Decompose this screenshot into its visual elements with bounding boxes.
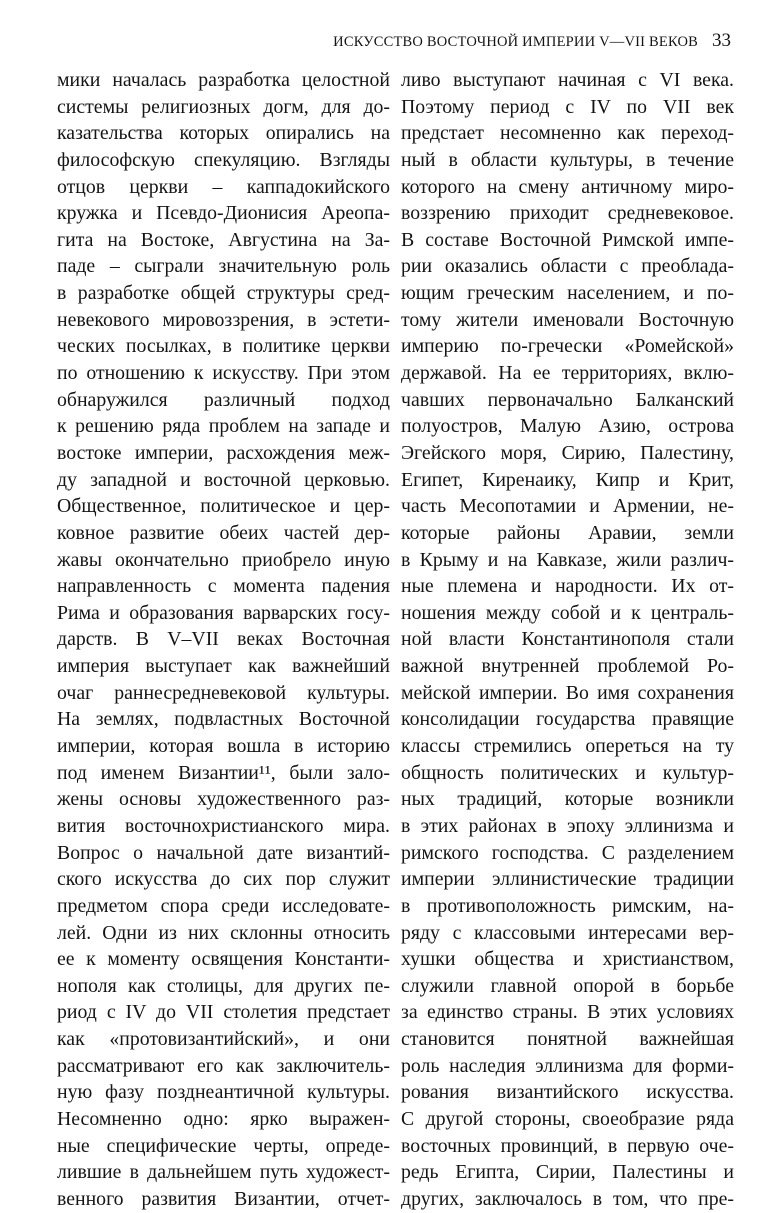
text-line: На землях, подвластных Восточной (57, 708, 390, 731)
text-line: других, заключалось в том, что пре- (401, 1187, 734, 1210)
page-number: 33 (712, 30, 731, 51)
text-line: империи, которая вошла в историю (57, 735, 390, 758)
text-line: системы религиозных догм, для до- (57, 95, 390, 118)
text-line: ные племена и народности. Их от- (401, 575, 734, 598)
text-line: важной внутренней проблемой Ро- (401, 655, 734, 678)
text-line: служили главной опорой в борьбе (401, 974, 734, 997)
text-line: ющим греческим населением, и по- (401, 282, 734, 305)
text-line: ливо выступают начиная с VI века. (401, 69, 734, 91)
text-line: ряду с классовыми интересами вер- (401, 921, 734, 944)
text-line: к решению ряда проблем на западе и (57, 415, 390, 438)
text-line: за единство страны. В этих условиях (401, 1001, 734, 1024)
text-line: в этих районах в эпоху эллинизма и (401, 814, 734, 837)
text-line: воззрению приходит средневековое. (401, 202, 734, 225)
text-line: вития восточнохристианского мира. (57, 814, 390, 837)
text-line: ную фазу позднеантичной культуры. (57, 1081, 390, 1104)
text-line: ковное развитие обеих частей дер- (57, 521, 390, 544)
text-line: полуостров, Малую Азию, острова (401, 415, 734, 438)
running-title: ИСКУССТВО ВОСТОЧНОЙ ИМПЕРИИ V—VII ВЕКОВ (333, 34, 698, 50)
text-line: очаг раннесредневековой культуры. (57, 681, 390, 704)
text-line: в Крыму и на Кавказе, жили различ- (401, 548, 734, 571)
text-line: риод с IV до VII столетия предстает (57, 1001, 390, 1024)
text-line: как «протовизантийский», и они (57, 1028, 390, 1051)
text-line: невекового мировоззрения, в эстети- (57, 308, 390, 331)
text-line: востоке империи, расхождения меж- (57, 441, 390, 464)
text-line: нополя как столицы, для других пе- (57, 974, 390, 997)
text-line: которые районы Аравии, земли (401, 521, 734, 544)
text-line: империи эллинистические традиции (401, 868, 734, 891)
right-text-column (401, 67, 734, 1213)
text-line: рассматривают его как заключитель- (57, 1054, 390, 1077)
text-line: которого на смену античному миро- (401, 175, 734, 198)
text-line: Общественное, политическое и цер- (57, 495, 390, 518)
text-line: в противоположность римским, на- (401, 894, 734, 917)
text-line: ского искусства до сих пор служит (57, 868, 390, 891)
text-line: консолидации государства правящие (401, 708, 734, 731)
text-line: хушки общества и христианством, (401, 948, 734, 971)
text-line: классы стремились опереться на ту (401, 735, 734, 758)
text-line: направленность с момента падения (57, 575, 390, 598)
text-line: роль наследия эллинизма для форми- (401, 1054, 734, 1077)
text-line: лившие в дальнейшем путь художест- (57, 1161, 390, 1184)
text-line: римского господства. С разделением (401, 841, 734, 864)
text-line: дарств. В V–VII веках Восточная (57, 628, 390, 651)
text-line: жены основы художественного раз- (57, 788, 390, 811)
text-line: часть Месопотамии и Армении, не- (401, 495, 734, 518)
text-line: державой. На ее территориях, вклю- (401, 362, 734, 385)
text-line: ной власти Константинополя стали (401, 628, 734, 651)
text-line: ческих посылках, в политике церкви (57, 335, 390, 358)
text-line: кружка и Псевдо-Дионисия Ареопа- (57, 202, 390, 225)
text-line: В составе Восточной Римской импе- (401, 228, 734, 251)
text-line: чавших первоначально Балканский (401, 388, 734, 411)
text-line: ный в области культуры, в течение (401, 148, 734, 171)
text-line: редь Египта, Сирии, Палестины и (401, 1161, 734, 1184)
text-line: Эгейского моря, Сирию, Палестину, (401, 441, 734, 464)
text-line: рии оказались области с преоблада- (401, 255, 734, 278)
text-line: предметом спора среди исследовате- (57, 894, 390, 917)
text-line: паде – сыграли значительную роль (57, 255, 390, 278)
text-line: венного развития Византии, отчет- (57, 1187, 390, 1210)
text-line: гита на Востоке, Августина на За- (57, 228, 390, 251)
left-text-column (57, 67, 390, 1213)
text-line: становится понятной важнейшая (401, 1028, 734, 1051)
text-line: мики началась разработка целостной (57, 69, 390, 91)
text-line: лей. Одни из них склонны относить (57, 921, 390, 944)
text-line: жавы окончательно приобрело иную (57, 548, 390, 571)
text-line: общность политических и культур- (401, 761, 734, 784)
text-line: империю по-гречески «Ромейской» (401, 335, 734, 358)
text-line: ношения между собой и к централь- (401, 601, 734, 624)
text-line: по отношению к искусству. При этом (57, 362, 390, 385)
text-line: отцов церкви – каппадокийского (57, 175, 390, 198)
text-line: тому жители именовали Восточную (401, 308, 734, 331)
text-line: ду западной и восточной церковью. (57, 468, 390, 491)
text-line: казательства которых опирались на (57, 122, 390, 145)
text-line: философскую спекуляцию. Взгляды (57, 148, 390, 171)
text-line: империя выступает как важнейший (57, 655, 390, 678)
text-line: рования византийского искусства. (401, 1081, 734, 1104)
text-line: ных традиций, которые возникли (401, 788, 734, 811)
text-line: обнаружился различный подход (57, 388, 390, 411)
text-line: ее к моменту освящения Константи- (57, 948, 390, 971)
text-line: Вопрос о начальной дате византий- (57, 841, 390, 864)
running-head (333, 30, 731, 52)
text-line: мейской империи. Во имя сохранения (401, 681, 734, 704)
text-line: под именем Византии¹¹, были зало- (57, 761, 390, 784)
text-line: восточных провинций, в первую оче- (401, 1134, 734, 1157)
text-line: в разработке общей структуры сред- (57, 282, 390, 305)
text-line: Египет, Киренаику, Кипр и Крит, (401, 468, 734, 491)
text-line: ные специфические черты, опреде- (57, 1134, 390, 1157)
text-line: предстает несомненно как переход- (401, 122, 734, 145)
text-line: Поэтому период с IV по VII век (401, 95, 734, 118)
text-line: Несомненно одно: ярко выражен- (57, 1107, 390, 1130)
text-line: С другой стороны, своеобразие ряда (401, 1107, 734, 1130)
text-line: Рима и образования варварских госу- (57, 601, 390, 624)
